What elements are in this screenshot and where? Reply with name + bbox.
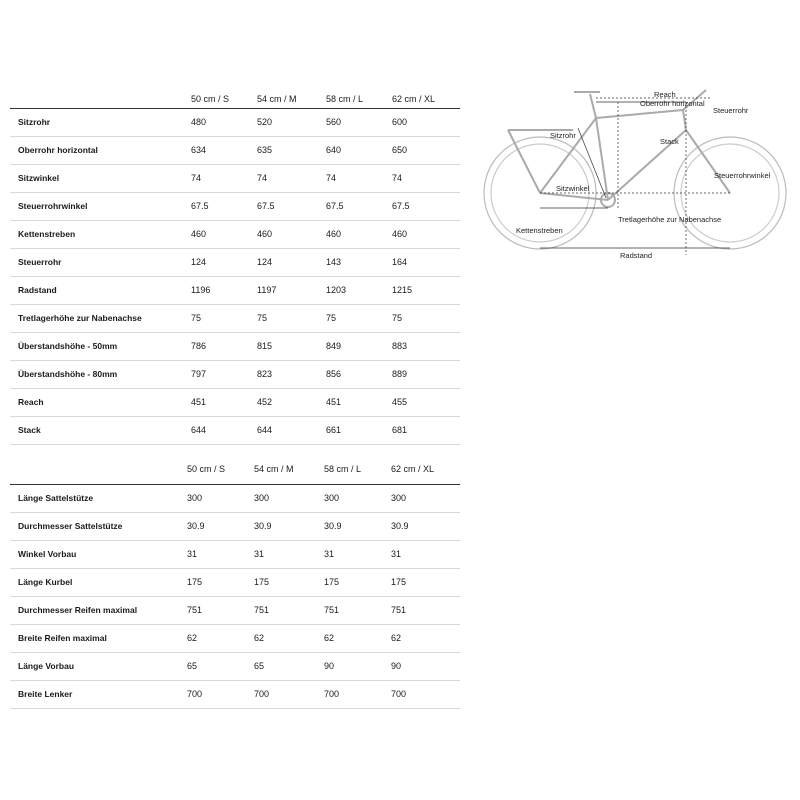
row-value: 67.5 bbox=[326, 201, 344, 211]
size-header-l: 58 cm / L bbox=[324, 464, 362, 474]
row-value: 31 bbox=[391, 549, 402, 559]
row-value: 62 bbox=[391, 633, 402, 643]
size-header-s: 50 cm / S bbox=[187, 464, 226, 474]
row-label: Sitzrohr bbox=[18, 117, 51, 127]
components-table-body bbox=[10, 485, 460, 709]
size-header-xl: 62 cm / XL bbox=[391, 464, 435, 474]
row-value: 300 bbox=[187, 493, 203, 503]
row-value: 90 bbox=[391, 661, 402, 671]
row-value: 883 bbox=[392, 341, 408, 351]
row-value: 1197 bbox=[257, 285, 277, 295]
row-value: 460 bbox=[191, 229, 207, 239]
row-value: 700 bbox=[187, 689, 203, 699]
components-table bbox=[10, 464, 460, 709]
row-label: Breite Reifen maximal bbox=[18, 633, 107, 643]
row-value: 451 bbox=[191, 397, 207, 407]
row-value: 452 bbox=[257, 397, 273, 407]
row-label: Kettenstreben bbox=[18, 229, 76, 239]
table-row bbox=[10, 221, 460, 249]
table-row bbox=[10, 513, 460, 541]
row-label: Winkel Vorbau bbox=[18, 549, 77, 559]
row-value: 1196 bbox=[191, 285, 211, 295]
row-value: 67.5 bbox=[392, 201, 410, 211]
row-label: Überstandshöhe - 80mm bbox=[18, 369, 118, 379]
bike-geometry-diagram bbox=[478, 80, 798, 265]
row-value: 30.9 bbox=[391, 521, 409, 531]
row-label: Durchmesser Sattelstütze bbox=[18, 521, 123, 531]
geometry-table-body bbox=[10, 109, 460, 445]
row-value: 661 bbox=[326, 425, 342, 435]
row-value: 815 bbox=[257, 341, 273, 351]
row-value: 856 bbox=[326, 369, 342, 379]
table-row bbox=[10, 389, 460, 417]
table-row bbox=[10, 361, 460, 389]
row-value: 74 bbox=[392, 173, 403, 183]
row-value: 62 bbox=[254, 633, 265, 643]
row-value: 751 bbox=[391, 605, 407, 615]
row-value: 143 bbox=[326, 257, 342, 267]
row-label: Länge Vorbau bbox=[18, 661, 75, 671]
row-value: 30.9 bbox=[187, 521, 205, 531]
row-value: 62 bbox=[324, 633, 335, 643]
row-value: 451 bbox=[326, 397, 342, 407]
row-value: 75 bbox=[257, 313, 268, 323]
row-label: Steuerrohrwinkel bbox=[18, 201, 88, 211]
row-value: 31 bbox=[324, 549, 335, 559]
size-header-m: 54 cm / M bbox=[254, 464, 294, 474]
row-value: 67.5 bbox=[191, 201, 209, 211]
row-label: Sitzwinkel bbox=[18, 173, 60, 183]
row-value: 62 bbox=[187, 633, 198, 643]
size-header-xl: 62 cm / XL bbox=[392, 94, 436, 104]
row-label: Steuerrohr bbox=[18, 257, 62, 267]
row-label: Länge Sattelstütze bbox=[18, 493, 94, 503]
table-row bbox=[10, 541, 460, 569]
row-value: 124 bbox=[191, 257, 207, 267]
components-table-header bbox=[10, 464, 460, 478]
label-seat-tube: Sitzrohr bbox=[550, 131, 576, 140]
row-value: 164 bbox=[392, 257, 408, 267]
row-value: 175 bbox=[187, 577, 203, 587]
table-row bbox=[10, 417, 460, 445]
row-label: Breite Lenker bbox=[18, 689, 73, 699]
row-label: Überstandshöhe - 50mm bbox=[18, 341, 118, 351]
row-value: 889 bbox=[392, 369, 408, 379]
row-value: 560 bbox=[326, 117, 342, 127]
label-top-tube: Oberrohr horizontal bbox=[640, 99, 705, 108]
row-value: 480 bbox=[191, 117, 207, 127]
row-value: 175 bbox=[324, 577, 340, 587]
table-row bbox=[10, 137, 460, 165]
table-row bbox=[10, 597, 460, 625]
row-value: 175 bbox=[391, 577, 407, 587]
row-value: 640 bbox=[326, 145, 342, 155]
row-value: 31 bbox=[187, 549, 198, 559]
row-value: 700 bbox=[254, 689, 270, 699]
row-value: 700 bbox=[391, 689, 407, 699]
row-value: 700 bbox=[324, 689, 340, 699]
row-value: 30.9 bbox=[254, 521, 272, 531]
label-bb-drop: Tretlagerhöhe zur Nabenachse bbox=[618, 215, 722, 224]
row-value: 634 bbox=[191, 145, 207, 155]
row-value: 650 bbox=[392, 145, 408, 155]
row-value: 300 bbox=[324, 493, 340, 503]
label-reach: Reach bbox=[654, 90, 676, 99]
table-row bbox=[10, 653, 460, 681]
geometry-table-header bbox=[10, 94, 460, 108]
size-header-l: 58 cm / L bbox=[326, 94, 364, 104]
row-value: 90 bbox=[324, 661, 335, 671]
row-value: 460 bbox=[326, 229, 342, 239]
row-value: 751 bbox=[324, 605, 340, 615]
table-row bbox=[10, 249, 460, 277]
table-row bbox=[10, 569, 460, 597]
row-value: 600 bbox=[392, 117, 408, 127]
row-label: Radstand bbox=[18, 285, 57, 295]
row-value: 30.9 bbox=[324, 521, 342, 531]
row-value: 300 bbox=[254, 493, 270, 503]
row-value: 65 bbox=[254, 661, 265, 671]
row-value: 751 bbox=[187, 605, 203, 615]
table-row bbox=[10, 165, 460, 193]
row-value: 681 bbox=[392, 425, 408, 435]
label-head-angle: Steuerrohrwinkel bbox=[714, 171, 771, 180]
row-value: 74 bbox=[191, 173, 202, 183]
row-value: 175 bbox=[254, 577, 270, 587]
row-value: 849 bbox=[326, 341, 342, 351]
row-value: 751 bbox=[254, 605, 270, 615]
label-wheelbase: Radstand bbox=[620, 251, 653, 260]
size-header-s: 50 cm / S bbox=[191, 94, 230, 104]
row-value: 74 bbox=[257, 173, 268, 183]
row-value: 644 bbox=[191, 425, 207, 435]
row-label: Oberrohr horizontal bbox=[18, 145, 98, 155]
row-value: 797 bbox=[191, 369, 207, 379]
row-value: 300 bbox=[391, 493, 407, 503]
row-value: 823 bbox=[257, 369, 273, 379]
row-value: 67.5 bbox=[257, 201, 275, 211]
row-value: 31 bbox=[254, 549, 265, 559]
row-value: 75 bbox=[392, 313, 403, 323]
table-row bbox=[10, 625, 460, 653]
row-value: 635 bbox=[257, 145, 273, 155]
row-value: 644 bbox=[257, 425, 273, 435]
table-row bbox=[10, 681, 460, 709]
table-row bbox=[10, 305, 460, 333]
row-label: Durchmesser Reifen maximal bbox=[18, 605, 138, 615]
table-row bbox=[10, 193, 460, 221]
row-value: 65 bbox=[187, 661, 198, 671]
size-header-m: 54 cm / M bbox=[257, 94, 297, 104]
label-seat-angle: Sitzwinkel bbox=[556, 184, 590, 193]
row-value: 786 bbox=[191, 341, 207, 351]
row-value: 74 bbox=[326, 173, 337, 183]
table-row bbox=[10, 277, 460, 305]
row-value: 460 bbox=[257, 229, 273, 239]
label-chainstay: Kettenstreben bbox=[516, 226, 563, 235]
row-value: 75 bbox=[326, 313, 337, 323]
label-head-tube: Steuerrohr bbox=[713, 106, 749, 115]
table-row bbox=[10, 109, 460, 137]
row-label: Länge Kurbel bbox=[18, 577, 73, 587]
geometry-table bbox=[10, 94, 460, 445]
row-label: Tretlagerhöhe zur Nabenachse bbox=[18, 313, 142, 323]
row-label: Reach bbox=[18, 397, 44, 407]
table-row bbox=[10, 485, 460, 513]
row-value: 124 bbox=[257, 257, 273, 267]
label-stack: Stack bbox=[660, 137, 679, 146]
row-value: 1215 bbox=[392, 285, 413, 295]
row-value: 460 bbox=[392, 229, 408, 239]
row-value: 75 bbox=[191, 313, 202, 323]
row-value: 455 bbox=[392, 397, 408, 407]
row-value: 1203 bbox=[326, 285, 347, 295]
row-value: 520 bbox=[257, 117, 273, 127]
table-row bbox=[10, 333, 460, 361]
row-label: Stack bbox=[18, 425, 41, 435]
